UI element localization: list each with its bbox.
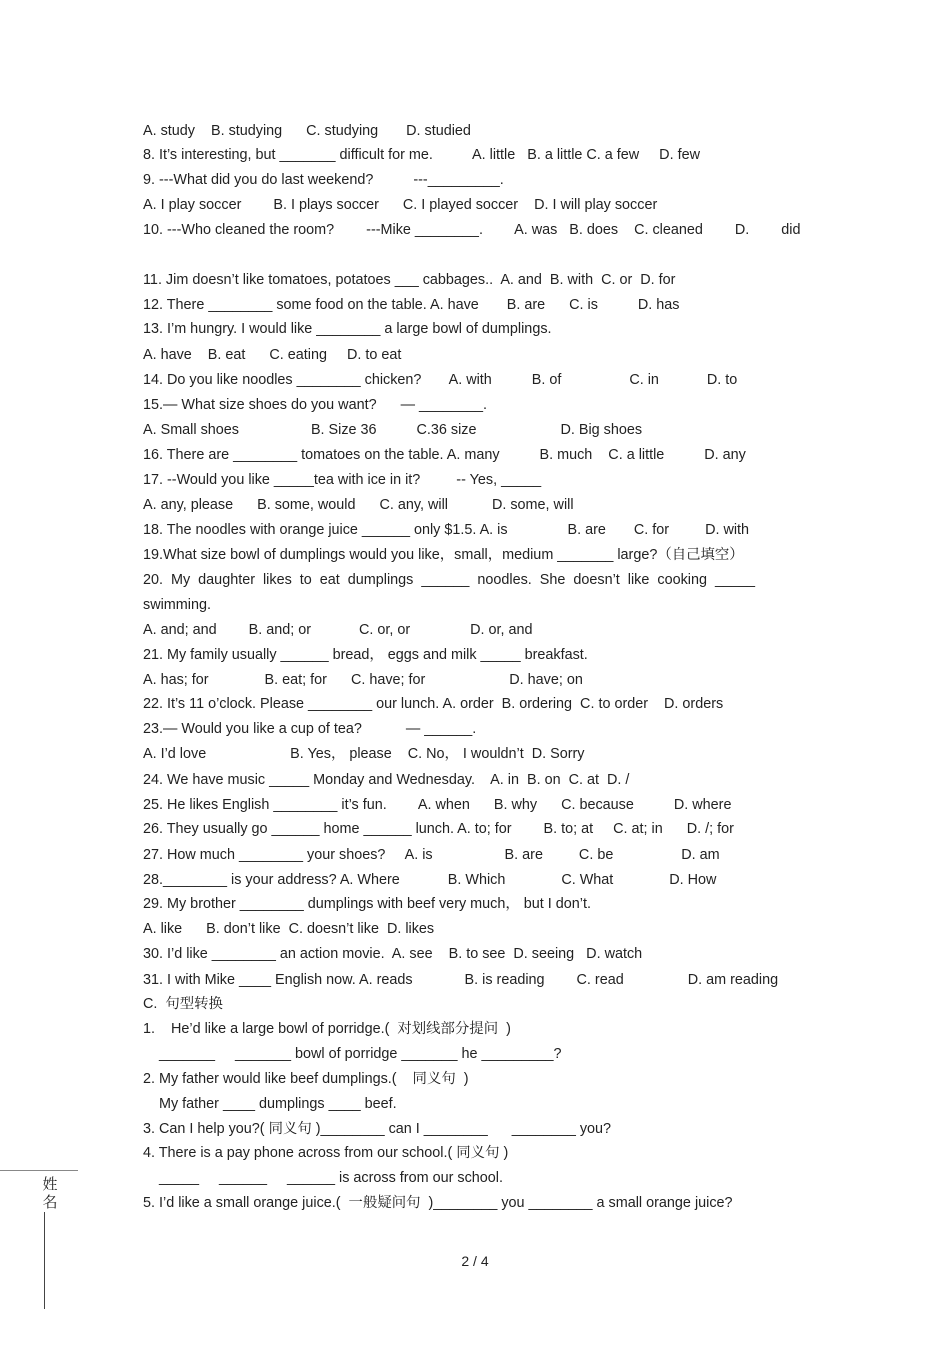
question-19: 19.What size bowl of dumplings would you like，small，medium _______ large?（自己填空） [143,547,744,563]
margin-divider [0,1170,78,1171]
question-31: 31. I with Mike ____ English now. A. reads B. is reading C. read D. am reading [143,972,779,988]
question-21: 21. My family usually ______ bread， eggs and milk _____ breakfast. [143,647,588,663]
question-25: 25. He likes English ________ it’s fun. A. when B. why C. because D. where [143,797,732,813]
answer-options: A. I’d love B. Yes， please C. No， I wouldn’t D. Sorry [143,746,585,762]
question-24: 24. We have music _____ Monday and Wednesday. A. in B. on C. at D. / [143,772,630,788]
question-20: 20. My daughter likes to eat dumplings ______ noodles. She doesn’t like cooking _____ [143,572,755,588]
answer-options: A. has; for B. eat; for C. have; for D. have; on [143,672,583,688]
question-20-continued: swimming. [143,597,211,613]
transform-3: 3. Can I help you?( 同义句 )________ can I ________ ________ you? [143,1121,612,1137]
question-22: 22. It’s 11 o’clock. Please ________ our lunch. A. order B. ordering C. to order D. orders [143,696,724,712]
question-23: 23.— Would you like a cup of tea? — ______. [143,721,477,737]
question-29: 29. My brother ________ dumplings with beef very much， but I don’t. [143,896,591,912]
question-10: 10. ---Who cleaned the room? ---Mike ________. A. was B. does C. cleaned D. did [143,222,801,238]
question-8: 8. It’s interesting, but _______ difficult for me. A. little B. a little C. a few D. few [143,147,700,163]
question-12: 12. There ________ some food on the table. A. have B. are C. is D. has [143,297,680,313]
answer-options: A. have B. eat C. eating D. to eat [143,347,402,363]
question-18: 18. The noodles with orange juice ______ only $1.5. A. is B. are C. for D. with [143,522,750,538]
answer-options: A. like B. don’t like C. doesn’t like D. likes [143,921,435,937]
transform-2: 2. My father would like beef dumplings.( 同义句 ) [143,1071,469,1087]
transform-4: 4. There is a pay phone across from our school.( 同义句 ) [143,1145,509,1161]
transform-5: 5. I’d like a small orange juice.( 一般疑问句 )________ you ________ a small orange juice? [143,1195,733,1211]
question-17: 17. --Would you like _____tea with ice in it? -- Yes, _____ [143,472,542,488]
text-line: A. study B. studying C. studying D. studied [143,123,471,139]
question-26: 26. They usually go ______ home ______ lunch. A. to; for B. to; at C. at; in D. /; for [143,821,734,837]
question-30: 30. I’d like ________ an action movie. A. see B. to see D. seeing D. watch [143,946,643,962]
name-label: 姓名 [42,1176,58,1211]
question-9: 9. ---What did you do last weekend? ---_________. [143,172,504,188]
question-11: 11. Jim doesn’t like tomatoes, potatoes ___ cabbages.. A. and B. with C. or D. for [143,272,676,288]
answer-options: A. and; and B. and; or C. or, or D. or, and [143,622,533,638]
transform-1: 1. He’d like a large bowl of porridge.( 对划线部分提问 ) [143,1021,511,1037]
section-heading: C. 句型转换 [143,996,223,1012]
question-14: 14. Do you like noodles ________ chicken? A. with B. of C. in D. to [143,372,738,388]
question-13: 13. I’m hungry. I would like ________ a large bowl of dumplings. [143,321,552,337]
page-number: 2 / 4 [461,1253,489,1269]
answer-options: A. any, please B. some, would C. any, will D. some, will [143,497,574,513]
question-15: 15.— What size shoes do you want? — ________. [143,397,487,413]
transform-2-answer: My father ____ dumplings ____ beef. [143,1096,397,1112]
answer-options: A. I play soccer B. I plays soccer C. I played soccer D. I will play soccer [143,197,658,213]
transform-1-answer: _______ _______ bowl of porridge _______ he _________? [143,1046,562,1062]
transform-4-answer: _____ ______ ______ is across from our school. [143,1170,503,1186]
answer-options: A. Small shoes B. Size 36 C.36 size D. Big shoes [143,422,643,438]
question-28: 28.________ is your address? A. Where B. Which C. What D. How [143,872,717,888]
question-27: 27. How much ________ your shoes? A. is B. are C. be D. am [143,847,720,863]
question-16: 16. There are ________ tomatoes on the table. A. many B. much C. a little D. any [143,447,746,463]
